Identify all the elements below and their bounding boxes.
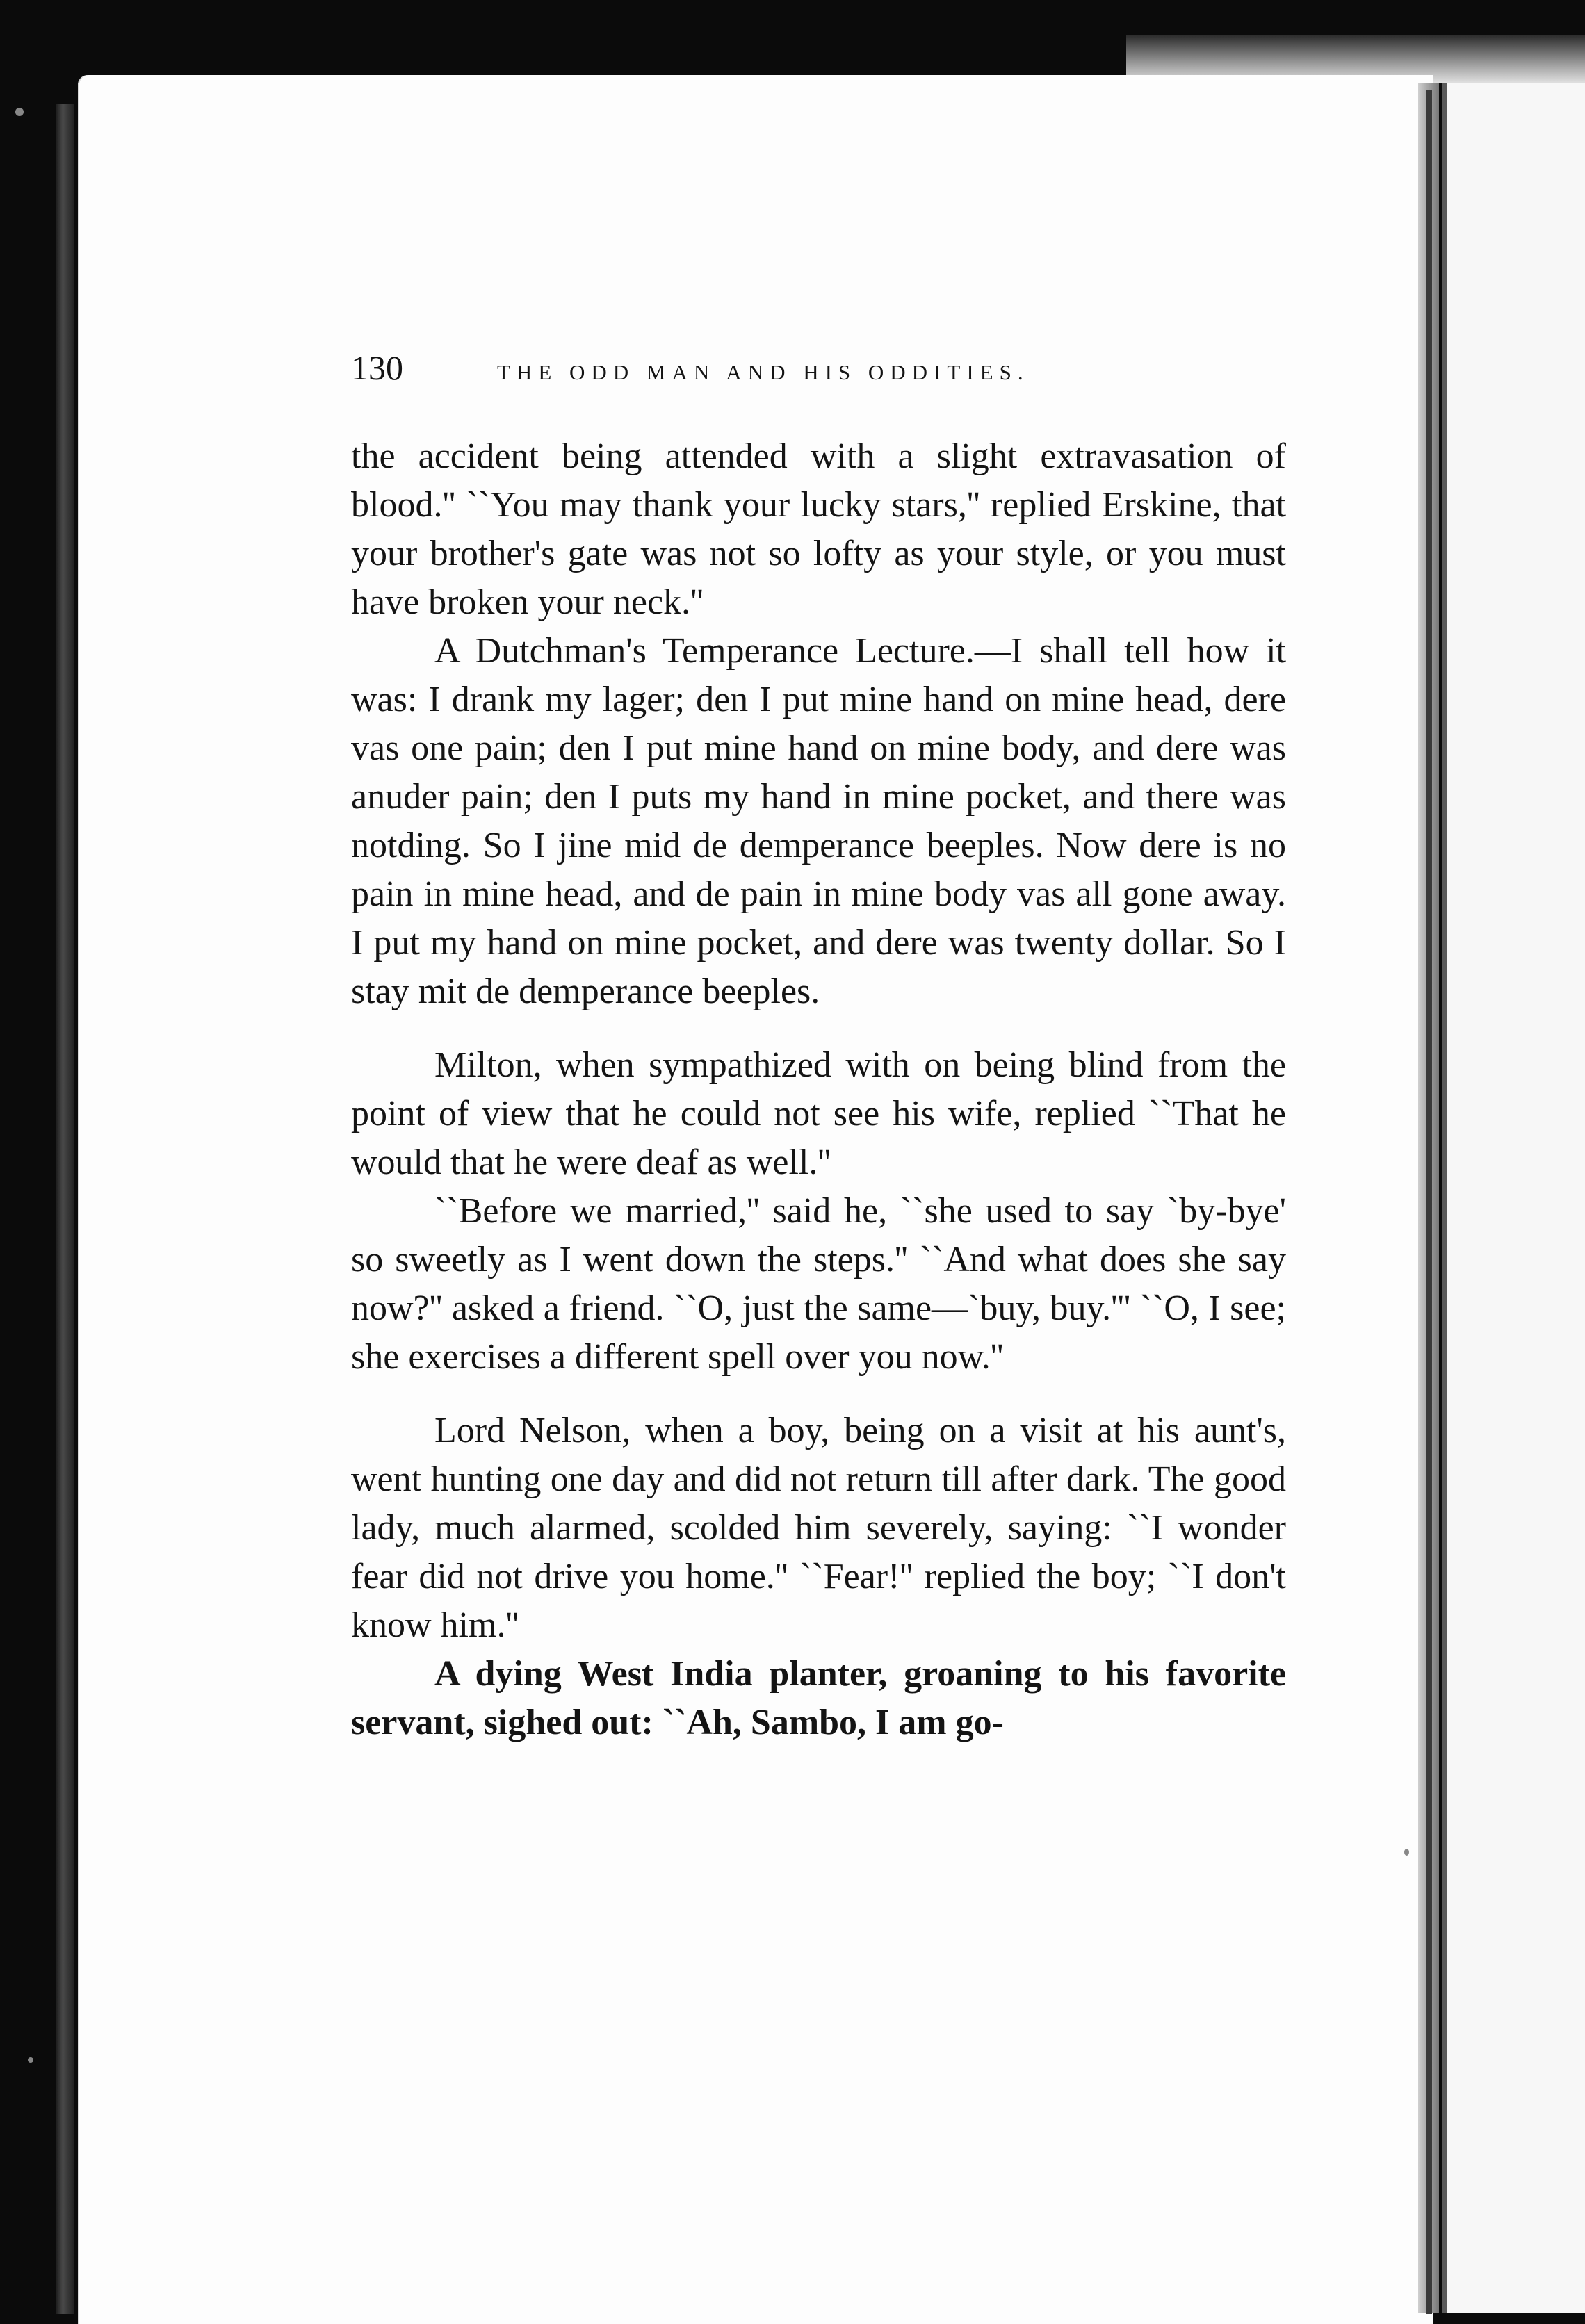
facing-page-edge [1442, 83, 1585, 2313]
page-text [351, 347, 1286, 1747]
paragraph-lord-nelson: Lord Nelson, when a boy, being on a visit at his aunt's, went hunting one day and did not return till after dark. The good lady, much alarmed, scolded him severely, saying: ``I wonder fear did not drive you home.'' ``Fear!'' replied the boy; ``I don't know him.'' [351, 1411, 1286, 1645]
page-number: 130 [351, 348, 403, 387]
dust-speck [28, 2057, 33, 2063]
gutter-shadow [1426, 90, 1432, 2314]
paragraph-planter: A dying West India planter, groaning to his favorite servant, sighed out: ``Ah, Sambo, I am go- [351, 1654, 1286, 1742]
running-title: THE ODD MAN AND HIS ODDITIES. [497, 360, 1030, 384]
dust-speck [15, 108, 24, 116]
paragraph-dutchman-lecture: A Dutchman's Temperance Lecture.—I shall tell how it was: I drank my lager; den I put mine hand on mine head, dere vas one pain; den I put mine hand on mine body, and dere was anuder pain; den I puts my hand in mine pocket, and there was notding. So I jine mid de demperance beeples. Now dere is no pain in mine head, and de pain in mine body vas all gone away. I put my hand on mine pocket, and dere was twenty dollar. So I stay mit de demperance beeples. [351, 631, 1286, 1011]
book-left-edge [56, 104, 74, 2314]
paragraph-milton: Milton, when sympathized with on being blind from the point of view that he could not see his wife, replied ``That he would that he were deaf as well.'' [351, 1045, 1286, 1182]
paragraph-erskine: the accident being attended with a slight extravasation of blood.'' ``You may thank your lucky stars,'' replied Erskine, that your brother's gate was not so lofty as your style, or you must have broken your neck.'' [351, 436, 1286, 622]
dust-speck [1404, 1849, 1409, 1856]
running-head [351, 347, 1286, 396]
paragraph-by-bye: ``Before we married,'' said he, ``she used to say `by-bye' so sweetly as I went down the steps.'' ``And what does she say now?'' asked a friend. ``O, just the same—`buy, buy.''' ``O, I see; she exercises a different spell over you now.'' [351, 1191, 1286, 1377]
